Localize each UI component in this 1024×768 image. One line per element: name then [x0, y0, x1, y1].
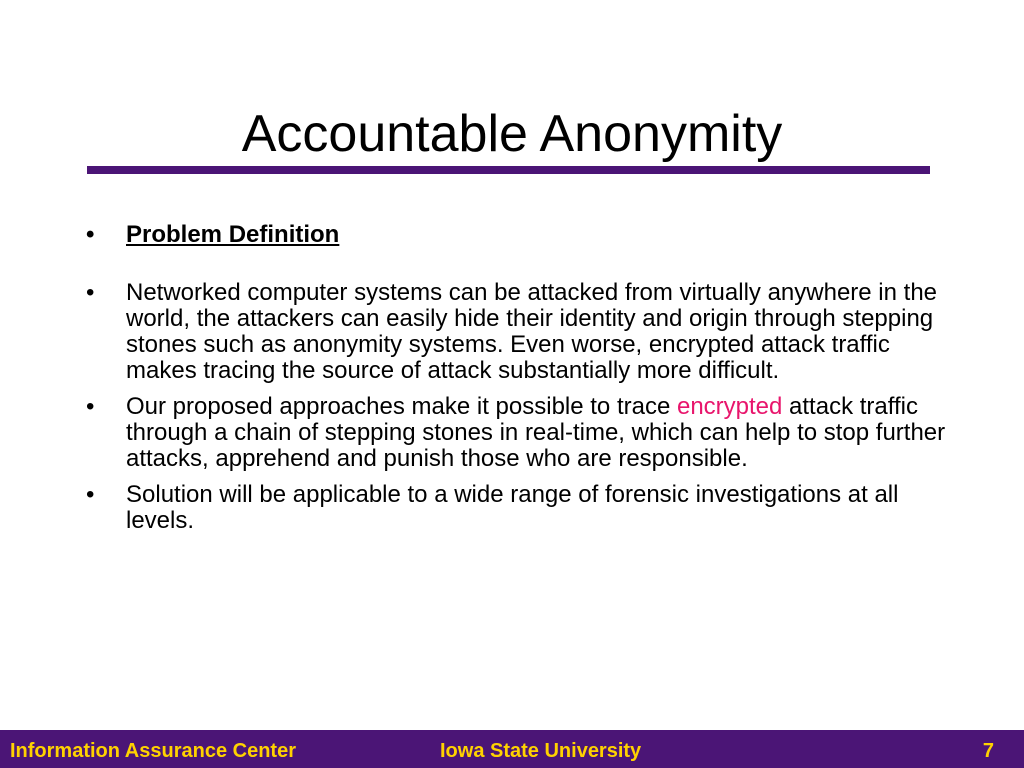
problem-definition-heading: Problem Definition: [126, 221, 340, 248]
bullet-text: Networked computer systems can be attacked from virtually anywhere in the world, the attackers can easily hide their identity and origin through stepping stones such as anonymity systems. Even worse, encrypted attack traffic makes tracing the source of attack substantially more difficult.: [126, 279, 938, 384]
highlighted-word: encrypted: [676, 393, 783, 420]
bullet-list: [86, 222, 946, 544]
footer-university: Iowa State University: [440, 740, 642, 762]
bullet-text: Solution will be applicable to a wide range of forensic investigations at all levels.: [126, 481, 899, 534]
bullet-dot: •: [86, 221, 95, 248]
bullet-text: Our proposed approaches make it possible to trace: [126, 393, 677, 420]
bullet-item-1: [86, 280, 946, 384]
bullet-dot: •: [86, 481, 95, 508]
title-divider: [87, 166, 930, 174]
slide-title: Accountable Anonymity: [241, 105, 783, 163]
page-number: 7: [982, 740, 994, 762]
bullet-item-2: [86, 394, 946, 472]
bullet-heading: [86, 222, 946, 248]
bullet-dot: •: [86, 393, 95, 420]
footer-bar: [0, 730, 1024, 768]
bullet-dot: •: [86, 279, 95, 306]
footer-organization: Information Assurance Center: [10, 740, 296, 762]
bullet-text-continued: attack traffic through a chain of stepping stones in real-time, which can help to stop further attacks, apprehend and punish those who are responsible.: [126, 393, 946, 472]
bullet-item-3: [86, 482, 946, 534]
